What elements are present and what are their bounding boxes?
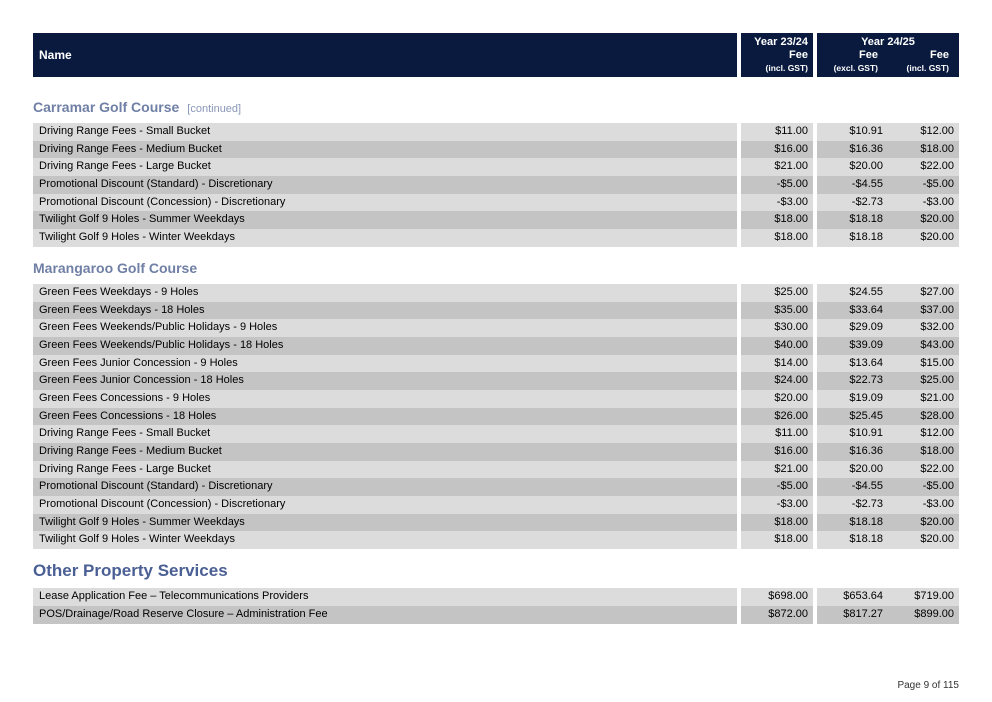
row-fee-ex: $10.91	[817, 123, 888, 141]
row-fee-inc: $37.00	[888, 302, 959, 320]
section-title-other: Other Property Services	[33, 561, 228, 581]
row-name: Green Fees Concessions - 9 Holes	[33, 390, 737, 408]
header-year-prev	[741, 33, 813, 77]
table-row	[33, 588, 959, 606]
header-year-curr	[817, 33, 959, 77]
row-fee-prev: -$5.00	[741, 478, 813, 496]
row-fee-prev: $18.00	[741, 514, 813, 532]
row-fee-ex: $10.91	[817, 425, 888, 443]
header-year-prev-note: (incl. GST)	[765, 63, 808, 73]
row-fee-prev: -$3.00	[741, 194, 813, 212]
row-fee-inc: $25.00	[888, 372, 959, 390]
row-fee-inc: $18.00	[888, 443, 959, 461]
row-fee-inc: $21.00	[888, 390, 959, 408]
row-fee-inc: $18.00	[888, 141, 959, 159]
row-name: Promotional Discount (Concession) - Discretionary	[33, 496, 737, 514]
row-name: Green Fees Junior Concession - 18 Holes	[33, 372, 737, 390]
table-row	[33, 211, 959, 229]
row-fee-prev: -$3.00	[741, 496, 813, 514]
table-row	[33, 531, 959, 549]
table-row	[33, 408, 959, 426]
table-row	[33, 337, 959, 355]
row-fee-ex: $817.27	[817, 606, 888, 624]
section-title-marangaroo: Marangaroo Golf Course	[33, 259, 198, 276]
marangaroo-rows	[33, 284, 959, 549]
row-fee-inc: $12.00	[888, 123, 959, 141]
row-name: Promotional Discount (Standard) - Discretionary	[33, 478, 737, 496]
row-name: Promotional Discount (Concession) - Discretionary	[33, 194, 737, 212]
row-fee-prev: $698.00	[741, 588, 813, 606]
row-fee-inc: $20.00	[888, 514, 959, 532]
row-fee-ex: -$2.73	[817, 496, 888, 514]
row-fee-inc: $20.00	[888, 211, 959, 229]
table-row	[33, 443, 959, 461]
row-fee-ex: $25.45	[817, 408, 888, 426]
table-row	[33, 514, 959, 532]
row-fee-prev: $11.00	[741, 425, 813, 443]
row-fee-inc: $27.00	[888, 284, 959, 302]
row-fee-prev: $16.00	[741, 443, 813, 461]
row-name: Twilight Golf 9 Holes - Summer Weekdays	[33, 514, 737, 532]
row-fee-ex: $16.36	[817, 443, 888, 461]
table-row	[33, 372, 959, 390]
table-row	[33, 302, 959, 320]
row-fee-ex: $20.00	[817, 461, 888, 479]
row-fee-prev: $872.00	[741, 606, 813, 624]
page-number: Page 9 of 115	[897, 680, 959, 691]
row-fee-prev: -$5.00	[741, 176, 813, 194]
header-year-prev-fee: Fee	[789, 49, 808, 61]
table-row	[33, 319, 959, 337]
row-fee-inc: $899.00	[888, 606, 959, 624]
header-year-prev-label: Year 23/24	[754, 36, 808, 48]
row-fee-prev: $25.00	[741, 284, 813, 302]
row-name: Green Fees Weekends/Public Holidays - 9 Holes	[33, 319, 737, 337]
row-name: Driving Range Fees - Medium Bucket	[33, 141, 737, 159]
row-fee-ex: $16.36	[817, 141, 888, 159]
row-fee-prev: $30.00	[741, 319, 813, 337]
row-fee-prev: $18.00	[741, 531, 813, 549]
row-fee-ex: -$4.55	[817, 478, 888, 496]
table-row	[33, 461, 959, 479]
row-name: Twilight Golf 9 Holes - Winter Weekdays	[33, 229, 737, 247]
table-row	[33, 478, 959, 496]
row-fee-inc: $22.00	[888, 461, 959, 479]
row-fee-inc: -$5.00	[888, 176, 959, 194]
row-name: Driving Range Fees - Medium Bucket	[33, 443, 737, 461]
row-name: Driving Range Fees - Large Bucket	[33, 158, 737, 176]
table-row	[33, 158, 959, 176]
row-fee-prev: $14.00	[741, 355, 813, 373]
row-name: Green Fees Junior Concession - 9 Holes	[33, 355, 737, 373]
row-name: Green Fees Weekends/Public Holidays - 18 Holes	[33, 337, 737, 355]
carramar-title: Carramar Golf Course	[33, 99, 180, 115]
other-rows	[33, 588, 959, 623]
header-fee-ex-note: (excl. GST)	[833, 63, 878, 73]
table-row	[33, 390, 959, 408]
row-fee-ex: $653.64	[817, 588, 888, 606]
section-title-carramar	[33, 97, 959, 117]
row-fee-ex: -$4.55	[817, 176, 888, 194]
row-fee-ex: $39.09	[817, 337, 888, 355]
row-fee-inc: $32.00	[888, 319, 959, 337]
row-name: Twilight Golf 9 Holes - Summer Weekdays	[33, 211, 737, 229]
row-name: Green Fees Weekdays - 9 Holes	[33, 284, 737, 302]
row-fee-prev: $18.00	[741, 211, 813, 229]
row-fee-prev: $16.00	[741, 141, 813, 159]
table-row	[33, 229, 959, 247]
table-row	[33, 123, 959, 141]
table-row	[33, 425, 959, 443]
row-fee-ex: $24.55	[817, 284, 888, 302]
row-name: POS/Drainage/Road Reserve Closure – Administration Fee	[33, 606, 737, 624]
row-fee-ex: $33.64	[817, 302, 888, 320]
row-fee-ex: $18.18	[817, 211, 888, 229]
header-fee-inc-note: (incl. GST)	[906, 63, 949, 73]
row-fee-ex: $19.09	[817, 390, 888, 408]
carramar-rows	[33, 123, 959, 247]
row-fee-prev: $35.00	[741, 302, 813, 320]
row-fee-ex: $13.64	[817, 355, 888, 373]
row-name: Promotional Discount (Standard) - Discretionary	[33, 176, 737, 194]
row-fee-prev: $20.00	[741, 390, 813, 408]
row-fee-prev: $26.00	[741, 408, 813, 426]
row-fee-prev: $11.00	[741, 123, 813, 141]
table-row	[33, 355, 959, 373]
row-fee-inc: $22.00	[888, 158, 959, 176]
row-name: Green Fees Concessions - 18 Holes	[33, 408, 737, 426]
table-row	[33, 141, 959, 159]
row-name: Driving Range Fees - Small Bucket	[33, 425, 737, 443]
header-fee-ex: Fee	[859, 49, 878, 61]
header-name: Name	[33, 33, 737, 77]
header-year-curr-label: Year 24/25	[861, 36, 915, 48]
table-row	[33, 496, 959, 514]
row-name: Green Fees Weekdays - 18 Holes	[33, 302, 737, 320]
row-fee-inc: -$3.00	[888, 194, 959, 212]
row-fee-ex: $18.18	[817, 229, 888, 247]
row-fee-inc: $12.00	[888, 425, 959, 443]
row-fee-ex: $22.73	[817, 372, 888, 390]
row-fee-ex: $18.18	[817, 514, 888, 532]
row-fee-inc: -$3.00	[888, 496, 959, 514]
row-name: Twilight Golf 9 Holes - Winter Weekdays	[33, 531, 737, 549]
fee-schedule-page	[33, 33, 959, 624]
carramar-continued-note: [continued]	[187, 103, 242, 115]
row-fee-prev: $24.00	[741, 372, 813, 390]
table-row	[33, 176, 959, 194]
row-fee-ex: -$2.73	[817, 194, 888, 212]
row-name: Driving Range Fees - Large Bucket	[33, 461, 737, 479]
row-fee-ex: $20.00	[817, 158, 888, 176]
row-fee-inc: $719.00	[888, 588, 959, 606]
table-row	[33, 284, 959, 302]
row-fee-inc: $15.00	[888, 355, 959, 373]
row-name: Lease Application Fee – Telecommunications Providers	[33, 588, 737, 606]
row-fee-inc: $43.00	[888, 337, 959, 355]
row-fee-ex: $18.18	[817, 531, 888, 549]
table-row	[33, 606, 959, 624]
row-fee-prev: $40.00	[741, 337, 813, 355]
row-fee-inc: -$5.00	[888, 478, 959, 496]
row-fee-prev: $18.00	[741, 229, 813, 247]
row-fee-prev: $21.00	[741, 461, 813, 479]
row-fee-inc: $20.00	[888, 229, 959, 247]
row-fee-prev: $21.00	[741, 158, 813, 176]
row-fee-ex: $29.09	[817, 319, 888, 337]
header-fee-inc: Fee	[930, 49, 949, 61]
row-fee-inc: $28.00	[888, 408, 959, 426]
table-header	[33, 33, 959, 77]
table-row	[33, 194, 959, 212]
row-name: Driving Range Fees - Small Bucket	[33, 123, 737, 141]
row-fee-inc: $20.00	[888, 531, 959, 549]
